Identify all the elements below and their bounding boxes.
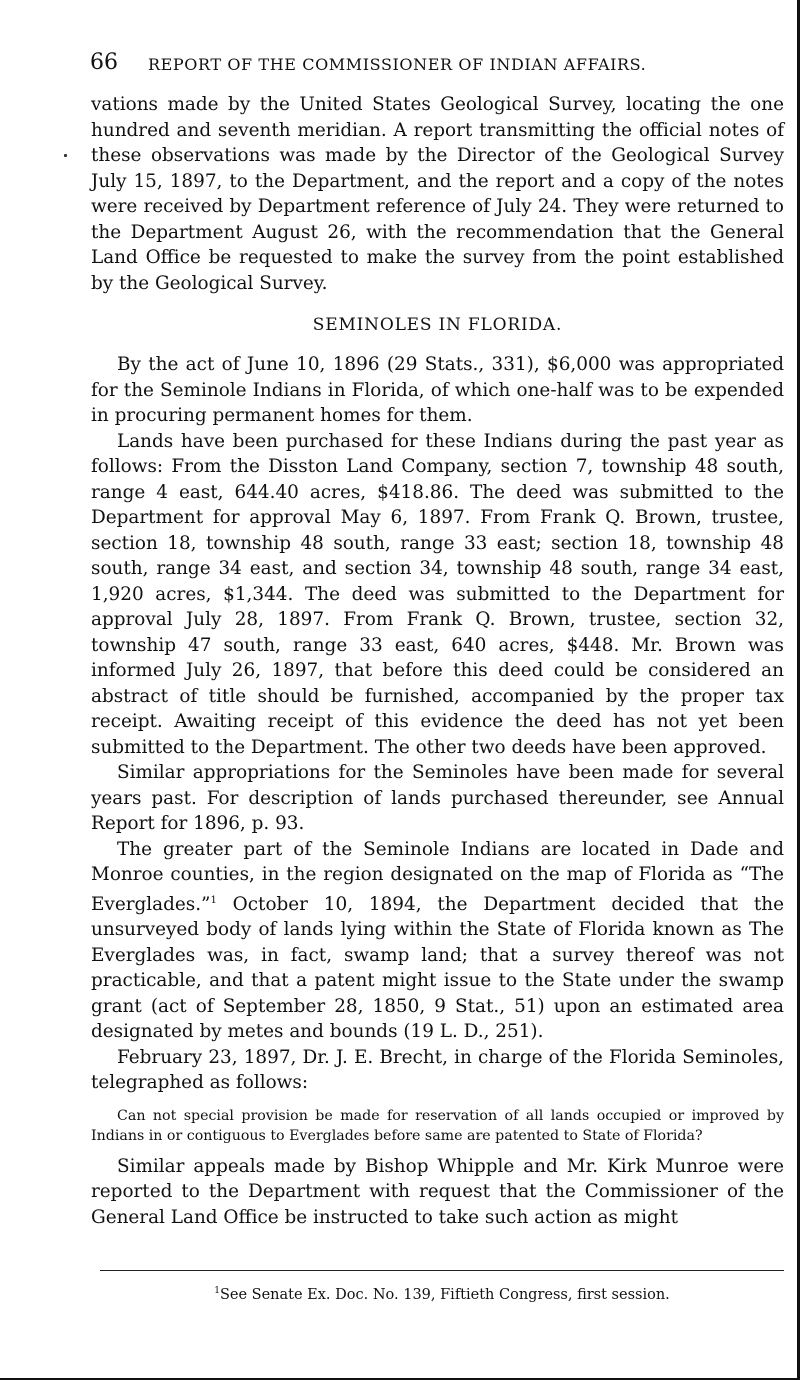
footnote-mark: 1	[214, 1286, 220, 1296]
everglades-text-end: October 10, 1894, the Department decided that the unsurveyed body of lands lying within the State of Florida known as The Everglades was, in fact, swamp land; that a survey thereof was not practicable, and that a patent might issue to the State under the swamp grant (act of September 28, 1850, 9 Stat., 51) upon an estimated area designated by metes and bounds (19 L. D., 251).	[91, 893, 784, 1043]
paragraph-appropriation: By the act of June 10, 1896 (29 Stats., 331), $6,000 was appropriated for the Seminole Indians in Florida, of which one-half was to be expended in procuring permanent homes for them.	[91, 354, 784, 426]
footnote	[100, 1281, 784, 1305]
footnote-text: See Senate Ex. Doc. No. 139, Fiftieth Congress, first session.	[219, 1286, 670, 1303]
paragraph-appeals: Similar appeals made by Bishop Whipple and Mr. Kirk Munroe were reported to the Department with request that the Commissioner of the General Land Office be instructed to take such action as might	[91, 1155, 784, 1228]
margin-mark	[64, 154, 67, 157]
page-header	[90, 50, 784, 78]
page-number: 66	[90, 50, 118, 75]
body-text	[91, 92, 784, 1230]
paragraph-telegram: February 23, 1897, Dr. J. E. Brecht, in charge of the Florida Seminoles, telegraphed as follows:	[91, 1046, 784, 1094]
continuation-paragraph: vations made by the United States Geological Survey, locating the one hundred and seventh meridian. A report transmitting the official notes of these observations was made by the Director of the Geological Survey July 15, 1897, to the Department, and the report and a copy of the notes were received by Department reference of July 24. They were returned to the Department August 26, with the recommendation that the General Land Office be requested to make the survey from the point established by the Geological Survey.	[91, 94, 784, 294]
footnote-rule	[100, 1270, 784, 1271]
paragraph-similar-appropriations: Similar appropriations for the Seminoles have been made for several years past. For description of lands purchased thereunder, see Annual Report for 1896, p. 93.	[91, 762, 784, 834]
paragraph-land-purchases: Lands have been purchased for these Indians during the past year as follows: From the Disston Land Company, section 7, township 48 south, range 4 east, 644.40 acres, $418.86. The deed was submitted to the Department for approval May 6, 1897. From Frank Q. Brown, trustee, section 18, township 48 south, range 33 east; section 18, township 48 south, range 34 east, and section 34, township 48 south, range 34 east, 1,920 acres, $1,344. The deed was submitted to the Department for approval July 28, 1897. From Frank Q. Brown, trustee, section 32, township 47 south, range 33 east, 640 acres, $448. Mr. Brown was informed July 26, 1897, that before this deed could be considered an abstract of title should be furnished, accompanied by the proper tax receipt. Awaiting receipt of this evidence the deed has not yet been submitted to the Department. The other two deeds have been approved.	[91, 430, 784, 758]
section-heading: SEMINOLES IN FLORIDA.	[312, 315, 563, 335]
telegram-quote: Can not special provision be made for reservation of all lands occupied or improved by Indians in or contiguous to Everglades before same are patented to State of Florida?	[91, 1107, 784, 1144]
paragraph-everglades	[91, 837, 784, 1045]
running-title: REPORT OF THE COMMISSIONER OF INDIAN AFFAIRS.	[148, 55, 647, 74]
footnote-reference: 1	[210, 894, 217, 906]
everglades-text-start: The greater part of the Seminole Indians are located in Dade and Monroe counties, in the region designated on the map of Florida as “The Everglades.”	[91, 838, 784, 915]
